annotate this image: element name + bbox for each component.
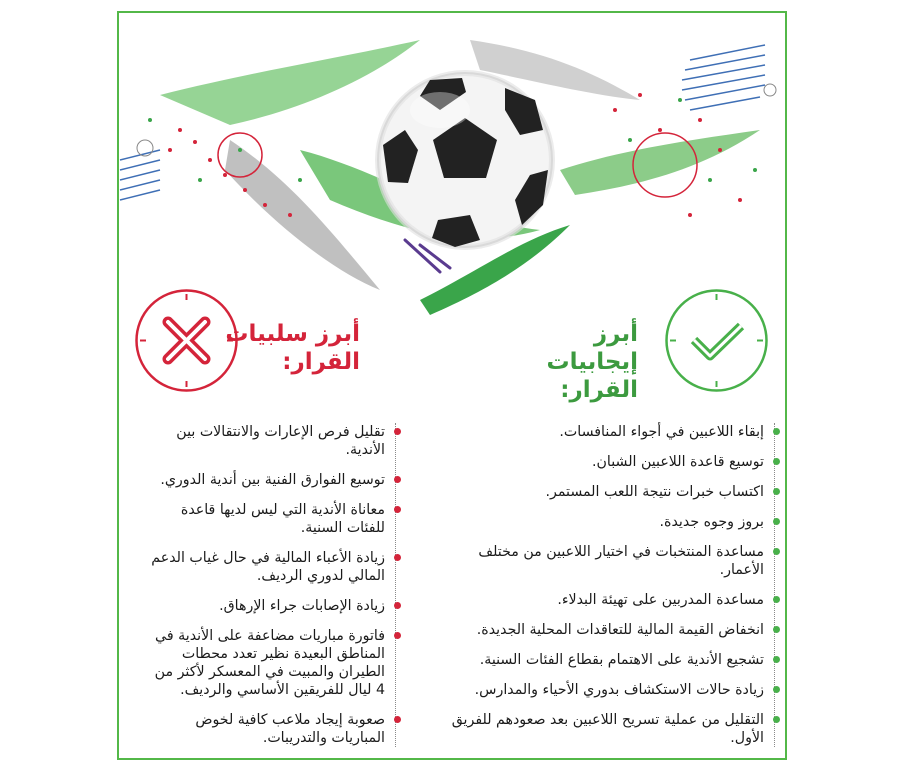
list-item: معاناة الأندية التي ليس لديها قاعدة للفئات السنية. xyxy=(145,501,395,537)
positives-badge xyxy=(664,288,769,393)
list-item: التقليل من عملية تسريح اللاعبين بعد صعودهم للفريق الأول. xyxy=(440,711,774,747)
brush-stroke xyxy=(225,140,380,290)
list-item: توسيع الفوارق الفنية بين أندية الدوري. xyxy=(145,471,395,489)
list-item: اكتساب خبرات نتيجة اللعب المستمر. xyxy=(440,483,774,501)
list-item: مساعدة المدربين على تهيئة البدلاء. xyxy=(440,591,774,609)
brush-stroke xyxy=(160,40,420,125)
positives-list xyxy=(440,423,775,747)
negatives-title: أبرز سلبيات القرار: xyxy=(225,321,360,375)
circle-outline xyxy=(764,84,776,96)
list-item: تشجيع الأندية على الاهتمام بقطاع الفئات السنية. xyxy=(440,651,774,669)
list-item: بروز وجوه جديدة. xyxy=(440,513,774,531)
list-item: زيادة الأعباء المالية في حال غياب الدعم المالي لدوري الرديف. xyxy=(145,549,395,585)
positives-title: أبرز إيجابيات القرار: xyxy=(546,321,638,403)
brush-stroke xyxy=(560,130,760,195)
negatives-list xyxy=(145,423,396,747)
list-item: إبقاء اللاعبين في أجواء المنافسات. xyxy=(440,423,774,441)
list-item: انخفاض القيمة المالية للتعاقدات المحلية الجديدة. xyxy=(440,621,774,639)
list-item: مساعدة المنتخبات في اختيار اللاعبين من مختلف الأعمار. xyxy=(440,543,774,579)
soccer-ball-icon xyxy=(378,73,552,247)
list-item: توسيع قاعدة اللاعبين الشبان. xyxy=(440,453,774,471)
list-item: فاتورة مباريات مضاعفة على الأندية في المناطق البعيدة نظير تعدد محطات الطيران والمبيت في المعسكر لأكثر من 4 ليال للفريقين الأساسي والرديف. xyxy=(145,627,395,699)
list-item: صعوبة إيجاد ملاعب كافية لخوض المباريات والتدريبات. xyxy=(145,711,395,747)
list-item: زيادة الإصابات جراء الإرهاق. xyxy=(145,597,395,615)
list-item: زيادة حالات الاستكشاف بدوري الأحياء والمدارس. xyxy=(440,681,774,699)
list-item: تقليل فرص الإعارات والانتقالات بين الأندية. xyxy=(145,423,395,459)
